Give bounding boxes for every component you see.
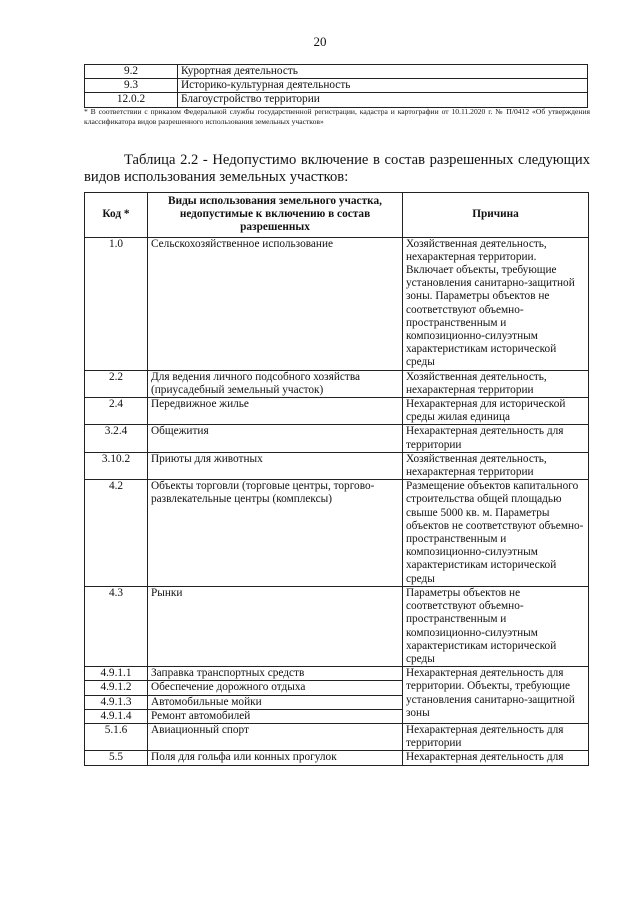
header-code: Код * (85, 193, 148, 238)
code-cell: 4.9.1.3 (85, 695, 148, 709)
code-cell: 5.1.6 (85, 723, 148, 750)
reason-cell: Нехарактерная деятельность для территории. Объекты, требующие установления санитарно-защитной зоны (403, 667, 589, 724)
table-row (85, 723, 589, 750)
continued-table (84, 64, 588, 108)
header-reason: Причина (403, 193, 589, 238)
use-cell: Обеспечение дорожного отдыха (148, 681, 403, 695)
table-row (85, 237, 589, 370)
use-cell: Авиационный спорт (148, 723, 403, 750)
reason-cell: Нехарактерная деятельность для территории (403, 723, 589, 750)
table-row (85, 398, 589, 425)
footnote: * В соответствии с приказом Федеральной службы государственной регистрации, кадастра и картографии от 10.11.2020 г. № П/0412 «Об утверждения классификатора видов разрешенного использования земельных участков» (84, 107, 590, 126)
prohibited-uses-table (84, 192, 589, 766)
page-number: 20 (313, 34, 327, 49)
reason-cell: Хозяйственная деятельность, нехарактерная территории. Включает объекты, требующие установления санитарно-защитной зоны. Параметры объектов не соответствуют объемно-пространственным и композиционно-силуэтным характеристикам исторической среды (403, 237, 589, 370)
table-row (85, 667, 589, 681)
code-cell: 4.2 (85, 480, 148, 587)
reason-cell: Хозяйственная деятельность, нехарактерная территории (403, 370, 589, 397)
reason-cell: Размещение объектов капитального строительства общей площадью свыше 5000 кв. м. Параметры объектов не соответствуют объемно-пространственным и композиционно-силуэтным характеристикам исторической среды (403, 480, 589, 587)
reason-cell: Параметры объектов не соответствуют объемно-пространственным и композиционно-силуэтным характеристикам исторической среды (403, 586, 589, 666)
use-cell: Сельскохозяйственное использование (148, 237, 403, 370)
code-cell: 5.5 (85, 751, 148, 765)
table-row (85, 452, 589, 479)
use-cell: Рынки (148, 586, 403, 666)
code-cell: 3.10.2 (85, 452, 148, 479)
table-row (85, 79, 588, 93)
use-cell: Заправка транспортных средств (148, 667, 403, 681)
use-cell: Приюты для животных (148, 452, 403, 479)
table-row (85, 370, 589, 397)
reason-cell: Хозяйственная деятельность, нехарактерная территории (403, 452, 589, 479)
table-row (85, 425, 589, 452)
code-cell: 4.9.1.4 (85, 709, 148, 723)
code-cell: 2.4 (85, 398, 148, 425)
use-cell: Объекты торговли (торговые центры, торгово-развлекательные центры (комплексы) (148, 480, 403, 587)
use-cell: Общежития (148, 425, 403, 452)
table-row (85, 65, 588, 79)
code-cell: 9.3 (85, 79, 178, 93)
code-cell: 3.2.4 (85, 425, 148, 452)
reason-cell: Нехарактерная для исторической среды жилая единица (403, 398, 589, 425)
code-cell: 12.0.2 (85, 93, 178, 107)
use-cell: Автомобильные мойки (148, 695, 403, 709)
use-cell: Для ведения личного подсобного хозяйства (приусадебный земельный участок) (148, 370, 403, 397)
use-cell: Историко-культурная деятельность (178, 79, 588, 93)
table-row (85, 586, 589, 666)
table-row (85, 751, 589, 765)
table-row (85, 93, 588, 107)
use-cell: Передвижное жилье (148, 398, 403, 425)
code-cell: 1.0 (85, 237, 148, 370)
use-cell: Ремонт автомобилей (148, 709, 403, 723)
use-cell: Курортная деятельность (178, 65, 588, 79)
code-cell: 4.9.1.2 (85, 681, 148, 695)
use-cell: Благоустройство территории (178, 93, 588, 107)
code-cell: 2.2 (85, 370, 148, 397)
table-header-row (85, 193, 589, 238)
use-cell: Поля для гольфа или конных прогулок (148, 751, 403, 765)
table-caption: Таблица 2.2 - Недопустимо включение в состав разрешенных следующих видов использования земельных участков: (84, 152, 590, 185)
code-cell: 4.3 (85, 586, 148, 666)
code-cell: 4.9.1.1 (85, 667, 148, 681)
reason-cell: Нехарактерная деятельность для территории (403, 425, 589, 452)
reason-cell: Нехарактерная деятельность для (403, 751, 589, 765)
header-use: Виды использования земельного участка, недопустимые к включению в состав разрешенных (148, 193, 403, 238)
table-row (85, 480, 589, 587)
code-cell: 9.2 (85, 65, 178, 79)
